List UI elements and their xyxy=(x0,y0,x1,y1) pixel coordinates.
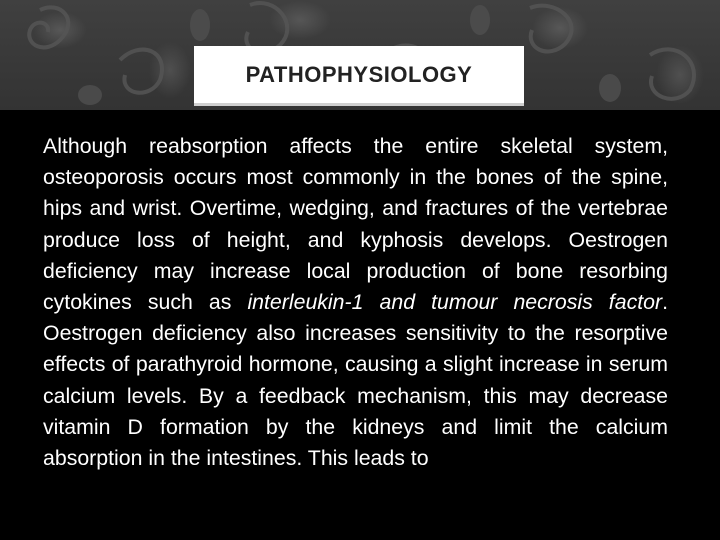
body-text-italic: interleukin-1 and tumour necrosis factor xyxy=(247,290,663,315)
title-box xyxy=(194,46,524,106)
body-text-part1: Although reabsorption affects the entire skeletal system, osteoporosis occurs most commonly in the bones of the spine, hips and wrist. Overtime, wedging, and fractures of the vertebrae produce loss of height, and kyphosis develops. Oestrogen deficiency may increase local production of bone resorbing cytokines such as xyxy=(43,134,668,315)
body-paragraph xyxy=(43,131,668,474)
body-text-part2: . Oestrogen deficiency also increases sensitivity to the resorptive effects of parathyroid hormone, causing a slight increase in serum calcium levels. By a feedback mechanism, this may decrease vitamin D formation by the kidneys and limit the calcium absorption in the intestines. This leads to xyxy=(43,290,668,471)
slide-title: PATHOPHYSIOLOGY xyxy=(245,61,473,87)
